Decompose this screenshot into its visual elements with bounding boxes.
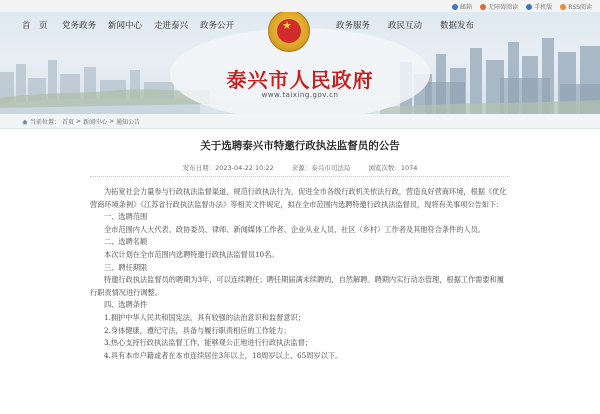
article-body — [90, 186, 510, 362]
top-links — [452, 2, 592, 11]
breadcrumb-item-news[interactable]: 新闻中心 — [83, 119, 108, 126]
site-header — [0, 12, 600, 114]
view-count: 浏览次数：1074 — [368, 164, 418, 172]
site-title[interactable]: 泰兴市人民政府 — [226, 68, 374, 92]
breadcrumb — [0, 114, 600, 129]
accessibility-icon — [480, 4, 486, 10]
section-heading: 一、选聘范围 — [104, 212, 148, 222]
article-title: 关于选聘泰兴市特邀行政执法监督员的公告 — [200, 140, 400, 152]
phone-icon — [526, 4, 532, 10]
nav-gov-services[interactable]: 政务服务 — [336, 21, 371, 31]
article-paragraph: 为拓宽社会力量参与行政执法监督渠道，规范行政执法行为，促进全市各级行政机关依法行政，营造良好营商环境，根据《优化营商环境条例》《江苏省行政执法监督办法》等相关文件规定，拟在全市范围内选聘特邀行政执法监督员，现将有关事项公告如下： — [90, 187, 507, 209]
nav-party-affairs[interactable]: 党务政务 — [62, 21, 97, 31]
top-link-mail-label: 邮箱 — [460, 4, 473, 11]
breadcrumb-prefix: 当前位置： — [30, 119, 61, 126]
nav-citizen-interaction[interactable]: 政民互动 — [388, 21, 423, 31]
article-paragraph: 特邀行政执法监督员的聘期为3年，可以连续聘任；聘任期届满未续聘的，自然解聘。聘期内实行动态管理，根据工作需要和履行职责情况进行调整。 — [90, 275, 504, 297]
top-link-accessibility-label: 无障碍阅读 — [488, 4, 519, 11]
list-item: 4.具有本市户籍或者在本市连续居住3年以上，18周岁以上、65周岁以下。 — [104, 350, 343, 360]
rss-icon — [560, 4, 566, 10]
breadcrumb-separator: > — [76, 118, 82, 125]
list-item: 1.拥护中华人民共和国宪法，具有较强的法治意识和监督意识； — [104, 312, 305, 322]
breadcrumb-item-notices[interactable]: 通知公告 — [116, 119, 141, 126]
nav-data-release[interactable]: 数据发布 — [440, 21, 475, 31]
emblem-star-icon: ★ — [282, 19, 292, 32]
divider — [90, 176, 510, 177]
top-link-rss-label: RSS阅读 — [568, 4, 592, 11]
nav-about-taixing[interactable]: 走进泰兴 — [154, 21, 189, 31]
list-item: 2.身体健康，遵纪守法，具备与履行职责相应的工作能力； — [104, 325, 291, 335]
list-item: 3.热心支持行政执法监督工作，能够观公正地进行行政执法监督； — [104, 338, 313, 348]
top-link-mobile-label: 手机版 — [534, 4, 553, 11]
national-emblem-icon — [268, 12, 310, 52]
top-link-accessibility[interactable] — [480, 2, 518, 11]
nav-home[interactable]: 首 页 — [22, 21, 48, 31]
breadcrumb-separator: > — [109, 118, 115, 125]
section-heading: 二、选聘名额 — [104, 237, 148, 247]
section-heading: 三、聘任期限 — [104, 262, 148, 272]
location-icon — [22, 119, 28, 125]
article-meta — [0, 163, 600, 172]
site-url: www.taixing.gov.cn — [261, 91, 339, 99]
top-link-mobile[interactable] — [526, 2, 552, 11]
nav-gov-info[interactable]: 政务公开 — [200, 21, 235, 31]
top-link-rss[interactable] — [560, 2, 592, 11]
nav-news-center[interactable]: 新闻中心 — [108, 21, 143, 31]
top-link-mail[interactable] — [452, 2, 472, 11]
breadcrumb-item-home[interactable]: 首页 — [62, 119, 75, 126]
mail-icon — [452, 4, 458, 10]
publish-date: 发布日期：2023-04-22 10:22 — [182, 164, 274, 172]
article-paragraph: 本次计划在全市范围内选聘特邀行政执法监督员10名。 — [104, 249, 279, 259]
article-paragraph: 全市范围内人大代表、政协委员、律师、新闻媒体工作者、企业从业人员、社区（乡村）工作者及其他符合条件的人员。 — [104, 224, 485, 234]
article-source: 来源：泰兴市司法局 — [291, 164, 351, 172]
section-heading: 四、选聘条件 — [104, 300, 148, 310]
